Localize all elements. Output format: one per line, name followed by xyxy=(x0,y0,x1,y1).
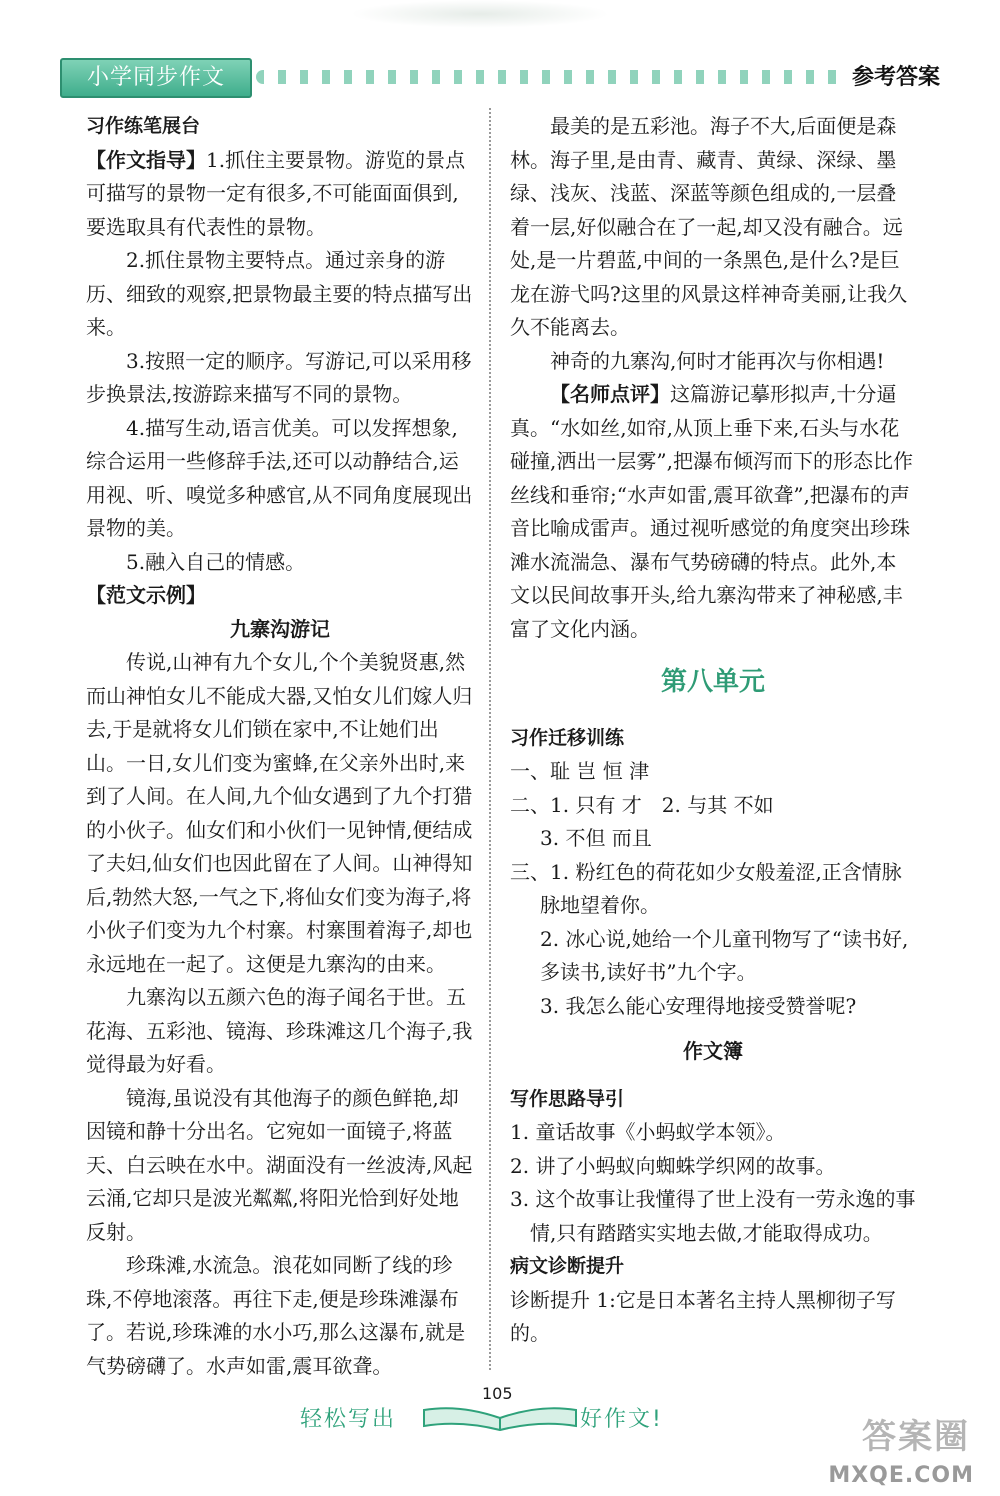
exercise-2c: 3. 不但 而且 xyxy=(540,826,652,850)
slogan-left: 轻松写出 xyxy=(300,1407,397,1432)
essay-paragraph-4: 珍珠滩,水流急。浪花如同断了线的珍珠,不停地滚落。再往下走,便是珍珠滩瀑布了。若说,珍珠滩的水小巧,那么这瀑布,就是气势磅礴了。水声如雷,震耳欲聋。 xyxy=(86,1253,466,1378)
exercise-3-1-text: 1. 粉红色的荷花如少女般羞涩,正含情脉脉地望着你。 xyxy=(540,859,902,917)
guide-paragraph-4: 4.描写生动,语言优美。可以发挥想象,综合运用一些修辞手法,还可以动静结合,运用视、听、嗅觉多种感官,从不同角度展现出景物的美。 xyxy=(86,415,473,540)
exercise-2b: 2. 与其 不如 xyxy=(661,792,774,817)
page-header xyxy=(60,58,940,98)
essay-paragraph-2: 九寨沟以五颜六色的海子闻名于世。五花海、五彩池、镜海、珍珠滩这几个海子,我觉得最为好看。 xyxy=(86,985,473,1076)
open-book-icon xyxy=(420,1404,580,1432)
watermark-site: MXQE.COM xyxy=(828,1463,974,1488)
brand-tab: 小学同步作文 xyxy=(60,58,252,98)
guide-paragraph-2: 2.抓住景物主要特点。通过亲身的游历、细致的观察,把景物最主要的特点描写出来。 xyxy=(86,248,473,339)
idea-3: 3. 这个故事让我懂得了世上没有一劳永逸的事情,只有踏踏实实地去做,才能取得成功。 xyxy=(510,1187,916,1245)
guide-paragraph-1 xyxy=(86,144,474,245)
guide-text-1: 1.抓住主要景物。游览的景点可描写的景物一定有很多,不可能面面俱到,要选取具有代表性的景物。 xyxy=(86,147,466,239)
page-footer xyxy=(0,1384,1000,1440)
right-column xyxy=(510,110,916,1351)
notebook-title: 作文簿 xyxy=(683,1039,743,1063)
column-divider xyxy=(489,108,491,1370)
exercise-3-2: 2. 冰心说,她给一个儿童刊物写了“读书好,多读书,读好书”九个字。 xyxy=(540,926,909,984)
exercise-3-1 xyxy=(510,856,916,923)
review-tag: 【名师点评】 xyxy=(550,382,670,406)
section-title: 参考答案 xyxy=(851,65,940,90)
page-number: 105 xyxy=(482,1384,513,1403)
idea-1: 1. 童话故事《小蚂蚁学本领》。 xyxy=(510,1120,786,1144)
exercise-2a: 1. 只有 才 xyxy=(550,792,642,817)
exercise-2-prefix: 二、 xyxy=(510,792,550,817)
essay-paragraph-6: 神奇的九寨沟,何时才能再次与你相遇! xyxy=(550,348,885,373)
diagnosis-1: 诊断提升 1:它是日本著名主持人黑柳彻子写的。 xyxy=(510,1287,896,1345)
guide-paragraph-5: 5.融入自己的情感。 xyxy=(126,549,306,574)
exercise-3-prefix: 三、 xyxy=(510,859,550,884)
example-tag: 【范文示例】 xyxy=(86,583,206,607)
exercise-3-3: 3. 我怎么能心安理得地接受赞誉呢? xyxy=(540,993,857,1018)
essay-paragraph-3: 镜海,虽说没有其他海子的颜色鲜艳,却因镜和静十分出名。它宛如一面镜子,将蓝天、白云映在水中。湖面没有一丝波涛,风起云涌,它却只是波光粼粼,将阳光恰到好处地反射。 xyxy=(86,1085,473,1244)
essay-paragraph-1: 传说,山神有九个女儿,个个美貌贤惠,然而山神怕女儿不能成大器,又怕女儿们嫁人归去,于是就将女儿们锁在家中,不让她们出山。一日,女儿们变为蜜蜂,在父亲外出时,来到了人间。在人间,九个仙女遇到了九个打猎的小伙子。仙女们和小伙们一见钟情,便结成了夫妇,仙女们也因此留在了人间。山神得知后,勃然大怒,一气之下,将仙女们变为海子,将小伙子们变为九个村寨。村寨围着海子,却也永远地在一起了。这便是九寨沟的由来。 xyxy=(86,650,473,976)
exercise-2 xyxy=(510,789,916,823)
left-column xyxy=(86,110,474,1383)
essay-paragraph-5: 最美的是五彩池。海子不大,后面便是森林。海子里,是由青、藏青、黄绿、深绿、墨绿、浅灰、浅蓝、深蓝等颜色组成的,一层叠着一层,好似融合在了一起,却又没有融合。远处,是一片碧蓝,中间的一条黑色,是什么?是巨龙在游弋吗?这里的风景这样神奇美丽,让我久久不能离去。 xyxy=(510,114,908,339)
vine-decoration xyxy=(256,70,846,84)
practice-heading: 习作练笔展台 xyxy=(86,115,201,137)
guide-tag: 【作文指导】 xyxy=(86,147,206,172)
review-text: 这篇游记摹形拟声,十分逼真。“水如丝,如帘,从顶上垂下来,石头与水花碰撞,洒出一层雾”,把瀑布倾泻而下的形态比作丝线和垂帘;“水声如雷,震耳欲聋”,把瀑布的声音比喻成雷声。通过视听感觉的角度突出珍珠滩水流湍急、瀑布气势磅礴的特点。此外,本文以民间故事开头,给九寨沟带来了神秘感,丰富了文化内涵。 xyxy=(510,382,913,641)
idea-2: 2. 讲了小蚂蚁向蜘蛛学织网的故事。 xyxy=(510,1153,836,1178)
transfer-heading: 习作迁移训练 xyxy=(510,726,625,749)
idea-heading: 写作思路导引 xyxy=(510,1087,625,1110)
diagnosis-heading: 病文诊断提升 xyxy=(510,1255,625,1277)
watermark-logo: 答案圈 xyxy=(862,1417,970,1457)
essay-title: 九寨沟游记 xyxy=(230,616,330,641)
slogan-right: 好作文! xyxy=(580,1407,663,1432)
guide-paragraph-3: 3.按照一定的顺序。写游记,可以采用移步换景法,按游踪来描写不同的景物。 xyxy=(86,348,472,406)
top-decoration xyxy=(350,0,610,28)
exercise-1: 一、耻 岂 恒 津 xyxy=(510,759,650,783)
unit-title: 第八单元 xyxy=(660,667,765,697)
review-paragraph xyxy=(510,378,916,646)
